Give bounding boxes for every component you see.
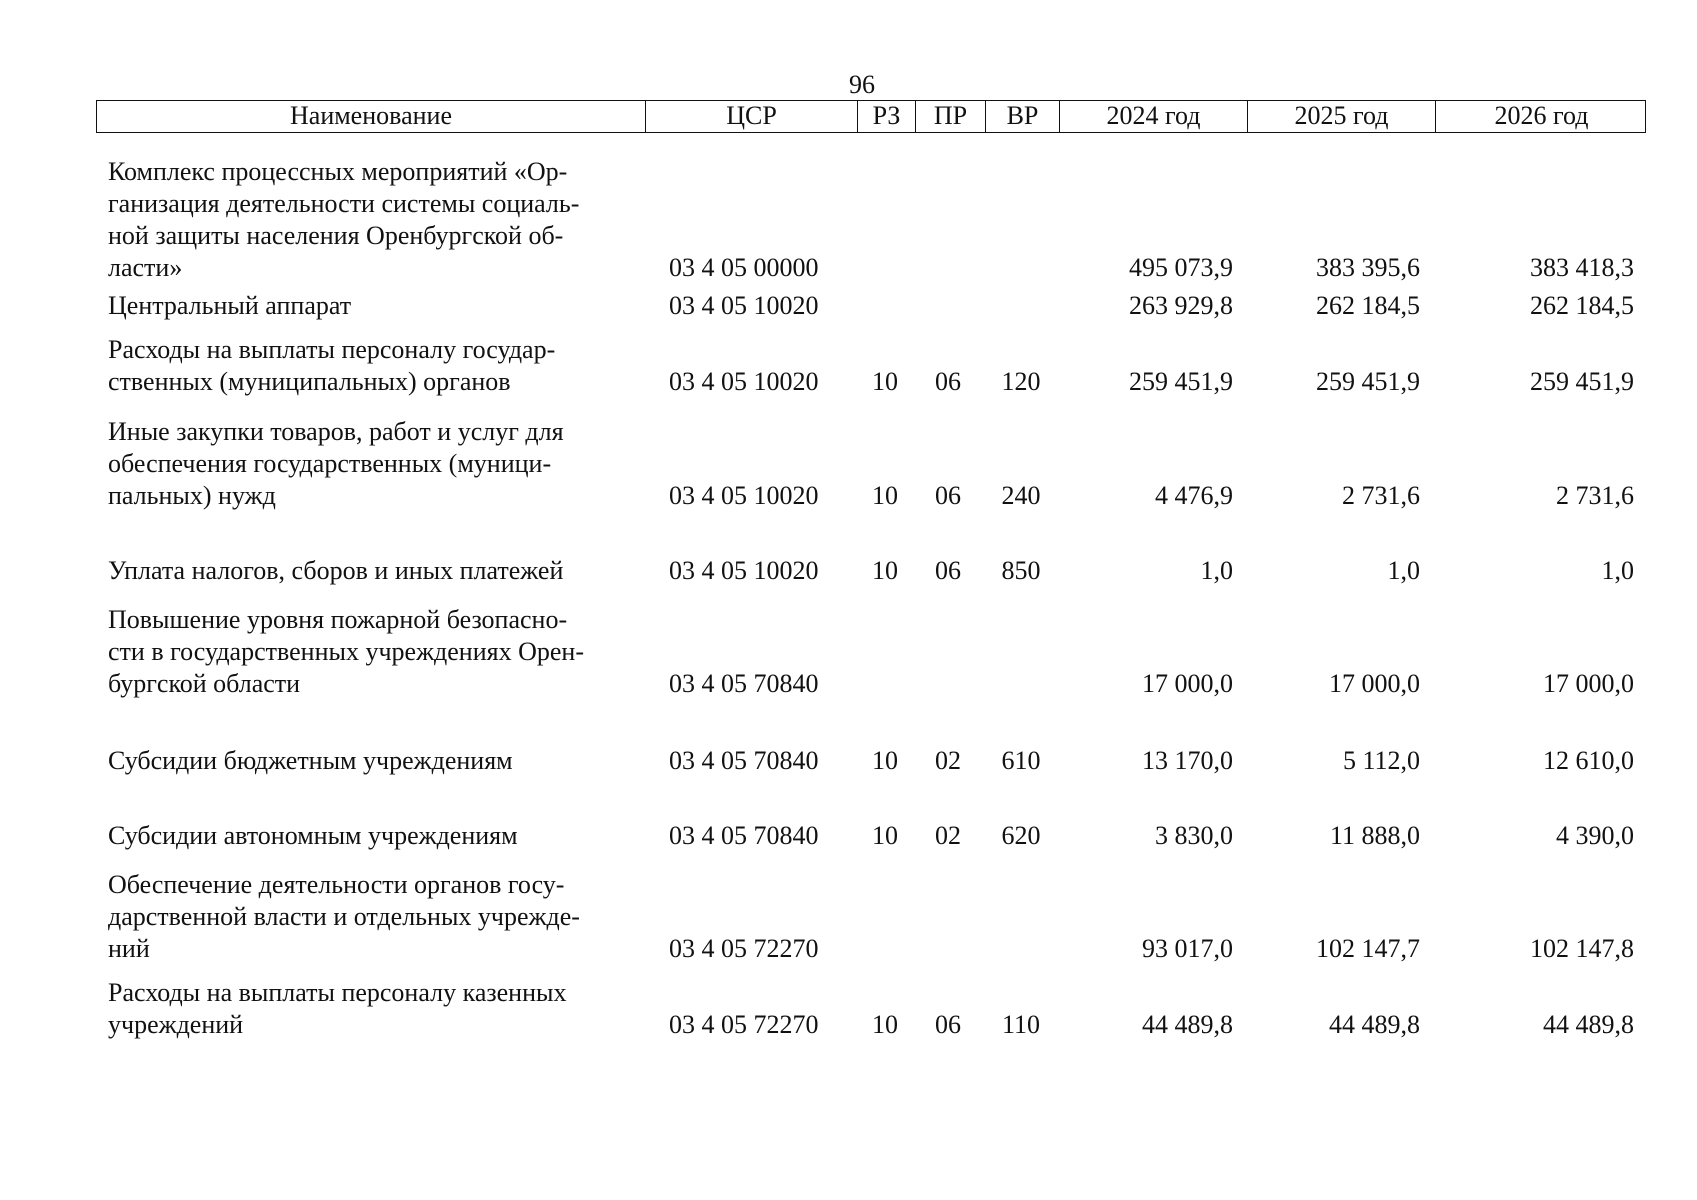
row-name [108, 555, 648, 587]
row-name [108, 977, 648, 1041]
table-row [0, 555, 1697, 587]
cell-y2026: 102 147,8 [1530, 934, 1634, 963]
cell-pr: 06 [935, 556, 961, 585]
cell-rz: 10 [872, 556, 898, 585]
row-name-line: обеспечения государственных (муници- [108, 449, 552, 478]
cell-csr: 03 4 05 10020 [669, 291, 819, 320]
cell-y2026: 2 731,6 [1556, 481, 1634, 510]
cell-y2024: 495 073,9 [1129, 253, 1233, 282]
cell-vr: 850 [1001, 556, 1041, 585]
row-name-line: Повышение уровня пожарной безопасно- [108, 605, 568, 634]
cell-y2024: 263 929,8 [1129, 291, 1233, 320]
cell-csr: 03 4 05 10020 [669, 556, 819, 585]
row-name-line: Расходы на выплаты персоналу казенных [108, 978, 567, 1007]
cell-y2024: 17 000,0 [1142, 669, 1233, 698]
cell-y2026: 383 418,3 [1530, 253, 1634, 282]
row-name-line: ласти» [108, 253, 183, 282]
cell-y2026: 44 489,8 [1543, 1010, 1634, 1039]
cell-y2026: 12 610,0 [1543, 746, 1634, 775]
header-2025: 2025 год [1247, 101, 1435, 132]
cell-vr: 610 [1001, 746, 1041, 775]
row-name-line: дарственной власти и отдельных учрежде- [108, 902, 580, 931]
cell-pr: 06 [935, 481, 961, 510]
row-name-line: ний [108, 934, 150, 963]
row-name [108, 334, 648, 398]
cell-pr: 02 [935, 746, 961, 775]
cell-y2026: 259 451,9 [1530, 367, 1634, 396]
cell-vr: 620 [1001, 821, 1041, 850]
cell-vr: 120 [1001, 367, 1041, 396]
table-row [0, 978, 1697, 1041]
cell-y2024: 93 017,0 [1142, 934, 1233, 963]
table-row [0, 335, 1697, 398]
cell-pr: 06 [935, 1010, 961, 1039]
cell-rz: 10 [872, 1010, 898, 1039]
row-name-line: Иные закупки товаров, работ и услуг для [108, 417, 564, 446]
table-row [0, 290, 1697, 322]
cell-y2026: 1,0 [1601, 556, 1634, 585]
cell-y2024: 259 451,9 [1129, 367, 1233, 396]
cell-y2024: 3 830,0 [1155, 821, 1233, 850]
cell-csr: 03 4 05 70840 [669, 746, 819, 775]
table-header [96, 100, 1646, 133]
row-name [108, 604, 648, 700]
table-row [0, 605, 1697, 700]
header-2026: 2026 год [1435, 101, 1647, 132]
cell-csr: 03 4 05 70840 [669, 669, 819, 698]
cell-y2025: 2 731,6 [1342, 481, 1420, 510]
cell-y2025: 383 395,6 [1316, 253, 1420, 282]
row-name-line: ной защиты населения Оренбургской об- [108, 221, 564, 250]
cell-y2025: 102 147,7 [1316, 934, 1420, 963]
cell-y2024: 44 489,8 [1142, 1010, 1233, 1039]
cell-y2025: 259 451,9 [1316, 367, 1420, 396]
table-row [0, 870, 1697, 965]
cell-y2025: 1,0 [1387, 556, 1420, 585]
cell-y2025: 262 184,5 [1316, 291, 1420, 320]
row-name [108, 820, 648, 852]
cell-y2026: 4 390,0 [1556, 821, 1634, 850]
cell-y2026: 17 000,0 [1543, 669, 1634, 698]
row-name-line: Центральный аппарат [108, 291, 352, 320]
row-name [108, 869, 648, 965]
row-name-line: ганизация деятельности системы социаль- [108, 189, 580, 218]
row-name-line: учреждений [108, 1010, 244, 1039]
page-number: 96 [849, 70, 875, 99]
row-name-line: Субсидии бюджетным учреждениям [108, 746, 513, 775]
cell-rz: 10 [872, 821, 898, 850]
cell-csr: 03 4 05 10020 [669, 367, 819, 396]
cell-pr: 02 [935, 821, 961, 850]
cell-rz: 10 [872, 746, 898, 775]
row-name-line: Субсидии автономным учреждениям [108, 821, 518, 850]
header-2024: 2024 год [1059, 101, 1247, 132]
row-name [108, 156, 648, 284]
row-name-line: Комплекс процессных мероприятий «Ор- [108, 157, 568, 186]
cell-y2024: 13 170,0 [1142, 746, 1233, 775]
cell-csr: 03 4 05 70840 [669, 821, 819, 850]
row-name-line: Обеспечение деятельности органов госу- [108, 870, 565, 899]
header-pr: ПР [915, 101, 985, 132]
table-row [0, 157, 1697, 284]
header-vr: ВР [985, 101, 1059, 132]
row-name-line: Уплата налогов, сборов и иных платежей [108, 556, 564, 585]
cell-vr: 240 [1001, 481, 1041, 510]
cell-csr: 03 4 05 10020 [669, 481, 819, 510]
table-row [0, 745, 1697, 777]
row-name-line: бургской области [108, 669, 301, 698]
table-row [0, 820, 1697, 852]
row-name-line: Расходы на выплаты персоналу государ- [108, 335, 556, 364]
header-name: Наименование [290, 101, 452, 130]
cell-rz: 10 [872, 481, 898, 510]
cell-csr: 03 4 05 72270 [669, 1010, 819, 1039]
cell-vr: 110 [1001, 1010, 1041, 1039]
row-name-line: пальных) нужд [108, 481, 276, 510]
cell-y2025: 5 112,0 [1342, 746, 1420, 775]
row-name [108, 745, 648, 777]
cell-csr: 03 4 05 72270 [669, 934, 819, 963]
cell-y2025: 44 489,8 [1329, 1010, 1420, 1039]
header-csr: ЦСР [645, 101, 857, 132]
cell-y2025: 11 888,0 [1329, 821, 1420, 850]
cell-y2026: 262 184,5 [1530, 291, 1634, 320]
table-row [0, 417, 1697, 512]
cell-pr: 06 [935, 367, 961, 396]
cell-rz: 10 [872, 367, 898, 396]
cell-csr: 03 4 05 00000 [669, 253, 819, 282]
row-name-line: ственных (муниципальных) органов [108, 367, 511, 396]
header-rz: РЗ [857, 101, 915, 132]
row-name [108, 416, 648, 512]
row-name [108, 290, 648, 322]
row-name-line: сти в государственных учреждениях Орен- [108, 637, 584, 666]
cell-y2025: 17 000,0 [1329, 669, 1420, 698]
cell-y2024: 1,0 [1200, 556, 1233, 585]
cell-y2024: 4 476,9 [1155, 481, 1233, 510]
